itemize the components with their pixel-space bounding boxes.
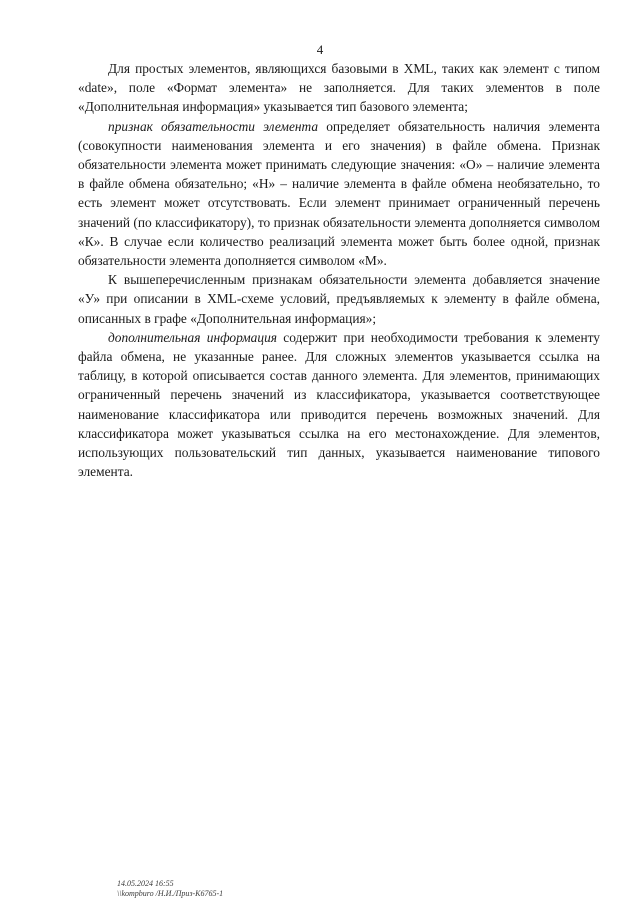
paragraph-additional-info bbox=[78, 328, 600, 482]
paragraph-u-value bbox=[78, 270, 600, 328]
body-text bbox=[78, 59, 600, 481]
paragraph-base-elements bbox=[78, 59, 600, 117]
paragraph-text: определяет обязательность наличия элемента (совокупности наименования элемента и его значения) в файле обмена. Признак обязательности элемента может принимать следующие значения: «О» – наличие элемента в файле обмена обязательно; «Н» – наличие элемента в файле обмена необязательно, то есть элемент может отсутствовать. Если элемент принимает ограниченный перечень значений (по классификатору), то признак обязательности элемента дополняется символом «К». В случае если количество реализаций элемента может быть более одной, признак обязательности элемента дополняется символом «М». bbox=[78, 118, 600, 269]
paragraph-text: К вышеперечисленным признакам обязательности элемента добавляется значение «У» при описании в XML-схеме условий, предъявляемых к элементу в файле обмена, описанных в графе «Дополнительная информация»; bbox=[78, 272, 600, 326]
term-additional-info: дополнительная информация bbox=[108, 329, 277, 345]
paragraph-text: Для простых элементов, являющихся базовыми в XML, таких как элемент с типом «date», поле «Формат элемента» не заполняется. Для таких элементов в поле «Дополнительная информация» указывается тип базового элемента; bbox=[78, 61, 600, 115]
stamp-file-path: \\kompburo /Н.И./Приз-К6765-1 bbox=[117, 889, 224, 898]
page-number: 4 bbox=[316, 42, 324, 57]
paragraph-mandatory-sign bbox=[78, 117, 600, 271]
stamp-timestamp: 14.05.2024 16:55 bbox=[117, 879, 174, 888]
paragraph-text: содержит при необходимости требования к элементу файла обмена, не указанные ранее. Для сложных элементов указывается ссылка на таблицу, в которой описывается состав данного элемента. Для элементов, принимающих ограниченный перечень значений из классификатора, указывается соответствующее наименование классификатора или приводится перечень возможных значений. Для классификатора может указываться ссылка на его местонахождение. Для элементов, использующих пользовательский тип данных, указывается наименование типового элемента. bbox=[78, 329, 600, 480]
print-stamp bbox=[117, 879, 223, 899]
term-mandatory-sign: признак обязательности элемента bbox=[108, 118, 319, 134]
